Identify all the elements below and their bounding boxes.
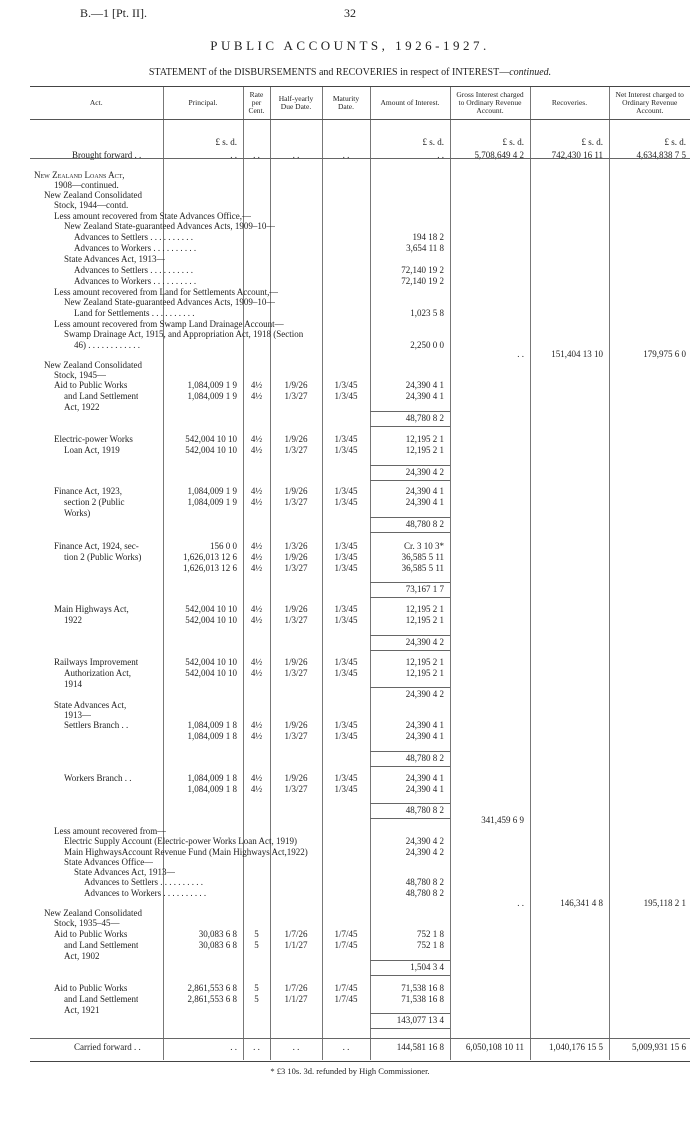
maturity-cell: 1/3/45 <box>334 773 358 783</box>
principal-cell: 2,861,553 6 8 <box>187 994 237 1004</box>
maturity-cell: 1/7/45 <box>334 940 358 950</box>
half-yearly-cell: 1/9/26 <box>284 552 308 562</box>
act-cell: Finance Act, 1924, sec- <box>54 541 139 551</box>
amount-cell: 12,195 2 1 <box>405 604 444 614</box>
col-header-half-yearly: Half-yearly Due Date. <box>270 87 322 120</box>
rule-subtotal <box>370 411 450 412</box>
rate-cell: 5 <box>254 994 259 1004</box>
act-cell: and Land Settlement <box>64 391 139 401</box>
half-yearly-cell: . . <box>292 150 300 160</box>
table-row <box>30 519 690 530</box>
amount-cell: 72,140 19 2 <box>401 276 444 286</box>
rule-subtotal <box>370 465 450 466</box>
amount-cell: 24,390 4 1 <box>405 391 444 401</box>
amount-cell: 24,390 4 2 <box>405 847 444 857</box>
act-cell: State Advances Act, <box>54 700 127 710</box>
table-row <box>30 962 690 973</box>
rate-cell: . . <box>253 1042 260 1052</box>
amount-cell: 24,390 4 1 <box>405 773 444 783</box>
half-yearly-cell: 1/3/27 <box>284 445 308 455</box>
rule-subtotal <box>370 582 450 583</box>
table-row <box>30 753 690 764</box>
act-cell: Swamp Drainage Act, 1915, and Appropriation Act, 1918 (Section <box>64 329 304 339</box>
rate-cell: . . <box>253 150 260 160</box>
amount-cell: 48,780 8 2 <box>405 805 444 815</box>
table-row <box>30 349 690 360</box>
act-cell: New Zealand Consolidated <box>44 190 142 200</box>
recoveries-cell: 742,430 16 11 <box>551 150 603 160</box>
act-cell: Advances to Workers . . . . . . . . . . <box>84 888 207 898</box>
half-yearly-cell: . . <box>292 1042 300 1052</box>
amount-cell: 48,780 8 2 <box>405 413 444 423</box>
table-row <box>30 380 690 391</box>
maturity-cell: 1/7/45 <box>334 929 358 939</box>
act-cell: Finance Act, 1923, <box>54 486 122 496</box>
amount-cell: 12,195 2 1 <box>405 657 444 667</box>
act-cell: Stock, 1935–45— <box>54 918 120 928</box>
rule-subtotal <box>370 818 450 819</box>
maturity-cell: 1/3/45 <box>334 668 358 678</box>
amount-cell: 1,504 3 4 <box>410 962 444 972</box>
amount-cell: 72,140 19 2 <box>401 265 444 275</box>
col-header-recoveries: Recoveries. <box>530 87 609 120</box>
act-cell: New Zealand Loans Act, <box>34 170 125 180</box>
principal-cell: 1,084,009 1 9 <box>187 486 237 496</box>
table-row <box>30 265 690 276</box>
table-row <box>30 563 690 574</box>
maturity-cell: 1/3/45 <box>334 720 358 730</box>
amount-cell: 1,023 5 8 <box>410 308 444 318</box>
act-cell: Works) <box>64 508 91 518</box>
table-row <box>30 815 690 826</box>
maturity-cell: 1/3/45 <box>334 497 358 507</box>
unit-recoveries: £ s. d. <box>581 137 603 147</box>
table-row <box>30 689 690 700</box>
rate-cell: 4½ <box>250 615 263 625</box>
page-number: 32 <box>344 6 356 20</box>
table-row <box>30 150 690 161</box>
half-yearly-cell: 1/3/27 <box>284 391 308 401</box>
act-cell: Less amount recovered from State Advances Office,— <box>54 211 252 221</box>
table-row <box>30 297 690 308</box>
principal-cell: 1,084,009 1 8 <box>187 720 237 730</box>
maturity-cell: 1/7/45 <box>334 983 358 993</box>
table-row <box>30 720 690 731</box>
principal-cell: 1,084,009 1 9 <box>187 497 237 507</box>
table-row <box>30 486 690 497</box>
amount-cell: 24,390 4 2 <box>405 689 444 699</box>
principal-cell: 2,861,553 6 8 <box>187 983 237 993</box>
rate-cell: 4½ <box>250 391 263 401</box>
table-row <box>30 308 690 319</box>
half-yearly-cell: 1/9/26 <box>284 720 308 730</box>
half-yearly-cell: 1/9/26 <box>284 773 308 783</box>
maturity-cell: 1/3/45 <box>334 380 358 390</box>
rate-cell: 4½ <box>250 563 263 573</box>
act-cell: Advances to Settlers . . . . . . . . . . <box>74 232 193 242</box>
table-row <box>30 276 690 287</box>
act-cell: Aid to Public Works <box>54 929 128 939</box>
principal-cell: . . <box>230 150 237 160</box>
col-header-amount: Amount of Interest. <box>370 87 450 120</box>
principal-cell: 542,004 10 10 <box>185 668 237 678</box>
amount-cell: 36,585 5 11 <box>401 552 444 562</box>
table-row <box>30 552 690 563</box>
half-yearly-cell: 1/9/26 <box>284 380 308 390</box>
table-row <box>30 402 690 413</box>
rate-cell: 4½ <box>250 773 263 783</box>
act-cell: 1922 <box>64 615 82 625</box>
act-cell: section 2 (Public <box>64 497 125 507</box>
rule-subtotal <box>370 687 450 688</box>
rate-cell: 4½ <box>250 668 263 678</box>
amount-cell: 24,390 4 2 <box>405 637 444 647</box>
half-yearly-cell: 1/3/27 <box>284 668 308 678</box>
table-row <box>30 221 690 232</box>
amount-cell: 12,195 2 1 <box>405 445 444 455</box>
half-yearly-cell: 1/9/26 <box>284 434 308 444</box>
maturity-cell: 1/3/45 <box>334 731 358 741</box>
table-row <box>30 929 690 940</box>
half-yearly-cell: 1/9/26 <box>284 657 308 667</box>
act-cell: Authorization Act, <box>64 668 131 678</box>
act-cell: Workers Branch . . <box>64 773 132 783</box>
rule-carried-forward <box>30 1038 690 1039</box>
act-cell: 1908—continued. <box>54 180 119 190</box>
amount-cell: 24,390 4 2 <box>405 836 444 846</box>
gross-interest-cell: . . <box>517 898 524 908</box>
act-cell: State Advances Act, 1913— <box>64 254 166 264</box>
amount-cell: 144,581 16 8 <box>396 1042 444 1052</box>
act-cell: Carried forward . . <box>74 1042 141 1052</box>
rate-cell: 4½ <box>250 541 263 551</box>
rule-subtotal <box>370 426 450 427</box>
statement-heading <box>0 67 700 78</box>
act-cell: Main Highways Act, <box>54 604 129 614</box>
table-row <box>30 773 690 784</box>
act-cell: Loan Act, 1919 <box>64 445 120 455</box>
act-cell: Act, 1902 <box>64 951 100 961</box>
act-cell: Land for Settlements . . . . . . . . . . <box>74 308 195 318</box>
table-row <box>30 391 690 402</box>
rate-cell: 4½ <box>250 445 263 455</box>
table-row <box>30 994 690 1005</box>
net-interest-cell: 195,118 2 1 <box>643 898 686 908</box>
unit-amount: £ s. d. <box>422 137 444 147</box>
rule-brought-forward <box>30 158 690 159</box>
amount-cell: 73,167 1 7 <box>405 584 444 594</box>
table-row <box>30 657 690 668</box>
rule-subtotal <box>370 1028 450 1029</box>
gross-interest-cell: 6,050,108 10 11 <box>465 1042 524 1052</box>
table-row <box>30 731 690 742</box>
amount-cell: 752 1 8 <box>417 940 444 950</box>
act-cell: New Zealand State-guaranteed Advances Acts, 1909–10— <box>64 221 276 231</box>
unit-net: £ s. d. <box>664 137 686 147</box>
act-cell: 1913— <box>64 710 91 720</box>
act-cell: Aid to Public Works <box>54 983 128 993</box>
maturity-cell: 1/7/45 <box>334 994 358 1004</box>
amount-cell: 36,585 5 11 <box>401 563 444 573</box>
rate-cell: 5 <box>254 940 259 950</box>
table-row <box>30 200 690 211</box>
rate-cell: 4½ <box>250 434 263 444</box>
table-row <box>30 243 690 254</box>
statement-continued: continued. <box>509 67 552 78</box>
table-row <box>30 445 690 456</box>
act-cell: Stock, 1945— <box>54 370 107 380</box>
unit-gross: £ s. d. <box>502 137 524 147</box>
rule-subtotal <box>370 650 450 651</box>
amount-cell: Cr. 3 10 3* <box>403 541 444 551</box>
maturity-cell: 1/3/45 <box>334 445 358 455</box>
amount-cell: 48,780 8 2 <box>405 888 444 898</box>
amount-cell: 12,195 2 1 <box>405 668 444 678</box>
rule-subtotal <box>370 532 450 533</box>
table-row <box>30 541 690 552</box>
principal-cell: 542,004 10 10 <box>185 434 237 444</box>
act-cell: Act, 1922 <box>64 402 100 412</box>
half-yearly-cell: 1/3/27 <box>284 784 308 794</box>
table-row <box>30 329 690 340</box>
half-yearly-cell: 1/1/27 <box>284 994 308 1004</box>
principal-cell: 1,626,013 12 6 <box>183 563 237 573</box>
act-cell: and Land Settlement <box>64 994 139 1004</box>
act-cell: Less amount recovered from— <box>54 826 167 836</box>
maturity-cell: 1/3/45 <box>334 657 358 667</box>
table-row <box>30 1015 690 1026</box>
table-row <box>30 232 690 243</box>
rate-cell: 4½ <box>250 380 263 390</box>
recoveries-cell: 151,404 13 10 <box>551 349 603 359</box>
table-row <box>30 951 690 962</box>
table-row <box>30 497 690 508</box>
half-yearly-cell: 1/3/27 <box>284 563 308 573</box>
table-row <box>30 877 690 888</box>
amount-cell: 24,390 4 2 <box>405 467 444 477</box>
rule-subtotal <box>370 803 450 804</box>
principal-cell: 1,626,013 12 6 <box>183 552 237 562</box>
amount-cell: 2,250 0 0 <box>410 340 444 350</box>
amount-cell: 752 1 8 <box>417 929 444 939</box>
act-cell: 46) . . . . . . . . . . . . <box>74 340 140 350</box>
amount-cell: 24,390 4 1 <box>405 497 444 507</box>
col-header-rate: Rate per Cent. <box>243 87 270 120</box>
act-cell: Less amount recovered from Swamp Land Drainage Account— <box>54 319 284 329</box>
net-interest-cell: 4,634,838 7 5 <box>636 150 686 160</box>
recoveries-cell: 1,040,176 15 5 <box>549 1042 603 1052</box>
maturity-cell: . . <box>342 1042 350 1052</box>
maturity-cell: 1/3/45 <box>334 391 358 401</box>
act-cell: Advances to Settlers . . . . . . . . . . <box>84 877 203 887</box>
act-cell: tion 2 (Public Works) <box>64 552 142 562</box>
amount-cell: 194 18 2 <box>412 232 444 242</box>
amount-cell: 143,077 13 4 <box>396 1015 444 1025</box>
act-cell: Act, 1921 <box>64 1005 100 1015</box>
table-row <box>30 604 690 615</box>
half-yearly-cell: 1/3/27 <box>284 497 308 507</box>
statement-main: STATEMENT of the DISBURSEMENTS and RECOVERIES in respect of INTEREST— <box>148 67 510 78</box>
half-yearly-cell: 1/3/26 <box>284 541 308 551</box>
maturity-cell: . . <box>342 150 350 160</box>
page-header <box>0 6 700 22</box>
maturity-cell: 1/3/45 <box>334 604 358 614</box>
table-row <box>30 467 690 478</box>
table-row <box>30 637 690 648</box>
table-row <box>30 413 690 424</box>
amount-cell: . . <box>437 150 444 160</box>
act-cell: Main HighwaysAccount Revenue Fund (Main Highways Act,1922) <box>64 847 308 857</box>
rate-cell: 4½ <box>250 497 263 507</box>
act-cell: Electric Supply Account (Electric-power Works Loan Act, 1919) <box>64 836 298 846</box>
rule-subtotal <box>370 480 450 481</box>
half-yearly-cell: 1/9/26 <box>284 486 308 496</box>
currency-units-row <box>30 137 690 148</box>
principal-cell: 30,083 6 8 <box>198 940 237 950</box>
amount-cell: 12,195 2 1 <box>405 615 444 625</box>
act-cell: and Land Settlement <box>64 940 139 950</box>
rate-cell: 4½ <box>250 486 263 496</box>
maturity-cell: 1/3/45 <box>334 552 358 562</box>
unit-principal: £ s. d. <box>215 137 237 147</box>
table-row <box>30 615 690 626</box>
act-cell: New Zealand Consolidated <box>44 908 142 918</box>
rule-subtotal <box>370 960 450 961</box>
rate-cell: 5 <box>254 983 259 993</box>
half-yearly-cell: 1/3/27 <box>284 731 308 741</box>
amount-cell: 48,780 8 2 <box>405 519 444 529</box>
amount-cell: 24,390 4 1 <box>405 720 444 730</box>
half-yearly-cell: 1/7/26 <box>284 929 308 939</box>
principal-cell: 1,084,009 1 9 <box>187 391 237 401</box>
principal-cell: 30,083 6 8 <box>198 929 237 939</box>
document-title: PUBLIC ACCOUNTS, 1926-1927. <box>210 38 490 53</box>
half-yearly-cell: 1/1/27 <box>284 940 308 950</box>
table-row <box>30 434 690 445</box>
table-row <box>30 918 690 929</box>
act-cell: State Advances Act, 1913— <box>74 867 176 877</box>
act-cell: Electric-power Works <box>54 434 133 444</box>
act-cell: New Zealand Consolidated <box>44 360 142 370</box>
act-cell: Stock, 1944—contd. <box>54 200 129 210</box>
half-yearly-cell: 1/9/26 <box>284 604 308 614</box>
act-cell: Advances to Workers . . . . . . . . . . <box>74 276 197 286</box>
table-row <box>30 836 690 847</box>
principal-cell: 542,004 10 10 <box>185 445 237 455</box>
net-interest-cell: 5,009,931 15 6 <box>632 1042 686 1052</box>
maturity-cell: 1/3/45 <box>334 486 358 496</box>
rate-cell: 4½ <box>250 784 263 794</box>
act-cell: Advances to Workers . . . . . . . . . . <box>74 243 197 253</box>
rule-subtotal <box>370 635 450 636</box>
act-cell: State Advances Office— <box>64 857 154 867</box>
gross-interest-cell: 5,708,649 4 2 <box>474 150 524 160</box>
gross-interest-cell: . . <box>517 349 524 359</box>
act-cell: Less amount recovered from Land for Settlements Account,— <box>54 287 279 297</box>
rate-cell: 4½ <box>250 657 263 667</box>
table-row <box>30 508 690 519</box>
maturity-cell: 1/3/45 <box>334 615 358 625</box>
rule-subtotal <box>370 751 450 752</box>
maturity-cell: 1/3/45 <box>334 563 358 573</box>
rule-subtotal <box>370 517 450 518</box>
act-cell: New Zealand State-guaranteed Advances Acts, 1909–10— <box>64 297 276 307</box>
maturity-cell: 1/3/45 <box>334 434 358 444</box>
amount-cell: 71,538 16 8 <box>401 983 444 993</box>
table-row <box>30 1042 690 1053</box>
principal-cell: 156 0 0 <box>210 541 237 551</box>
recoveries-cell: 146,341 4 8 <box>560 898 603 908</box>
footnote: * £3 10s. 3d. refunded by High Commissioner. <box>270 1066 430 1076</box>
act-cell: Settlers Branch . . <box>64 720 129 730</box>
rule-subtotal <box>370 597 450 598</box>
rule-subtotal <box>370 766 450 767</box>
table-row <box>30 784 690 795</box>
act-cell: Brought forward . . <box>72 150 142 160</box>
rule-subtotal <box>370 1013 450 1014</box>
parliamentary-paper-ref: B.—1 [Pt. II]. <box>80 6 147 20</box>
principal-cell: . . <box>230 1042 237 1052</box>
rule-subtotal <box>370 975 450 976</box>
rate-cell: 4½ <box>250 604 263 614</box>
act-cell: Railways Improvement <box>54 657 139 667</box>
col-header-net: Net Interest charged to Ordinary Revenue Account. <box>609 87 690 120</box>
rate-cell: 4½ <box>250 731 263 741</box>
principal-cell: 1,084,009 1 9 <box>187 380 237 390</box>
act-cell: Aid to Public Works <box>54 380 128 390</box>
table-row <box>30 584 690 595</box>
amount-cell: 24,390 4 1 <box>405 486 444 496</box>
rate-cell: 4½ <box>250 552 263 562</box>
amount-cell: 3,654 11 8 <box>406 243 444 253</box>
table-row <box>30 254 690 265</box>
principal-cell: 542,004 10 10 <box>185 657 237 667</box>
table-row <box>30 983 690 994</box>
maturity-cell: 1/3/45 <box>334 541 358 551</box>
amount-cell: 24,390 4 1 <box>405 380 444 390</box>
col-header-act: Act. <box>30 87 163 120</box>
amount-cell: 12,195 2 1 <box>405 434 444 444</box>
rate-cell: 4½ <box>250 720 263 730</box>
rate-cell: 5 <box>254 929 259 939</box>
principal-cell: 1,084,009 1 8 <box>187 731 237 741</box>
amount-cell: 24,390 4 1 <box>405 731 444 741</box>
act-cell: Advances to Settlers . . . . . . . . . . <box>74 265 193 275</box>
col-header-maturity: Maturity Date. <box>322 87 370 120</box>
maturity-cell: 1/3/45 <box>334 784 358 794</box>
amount-cell: 48,780 8 2 <box>405 753 444 763</box>
col-header-gross: Gross Interest charged to Ordinary Revenue Account. <box>450 87 530 120</box>
amount-cell: 48,780 8 2 <box>405 877 444 887</box>
principal-cell: 542,004 10 10 <box>185 615 237 625</box>
table-row <box>30 940 690 951</box>
amount-cell: 71,538 16 8 <box>401 994 444 1004</box>
amount-cell: 24,390 4 1 <box>405 784 444 794</box>
principal-cell: 1,084,009 1 8 <box>187 784 237 794</box>
gross-interest-cell: 341,459 6 9 <box>481 815 524 825</box>
half-yearly-cell: 1/7/26 <box>284 983 308 993</box>
principal-cell: 542,004 10 10 <box>185 604 237 614</box>
half-yearly-cell: 1/3/27 <box>284 615 308 625</box>
table-row <box>30 668 690 679</box>
col-header-principal: Principal. <box>163 87 243 120</box>
principal-cell: 1,084,009 1 8 <box>187 773 237 783</box>
net-interest-cell: 179,975 6 0 <box>643 349 686 359</box>
act-cell: 1914 <box>64 679 82 689</box>
